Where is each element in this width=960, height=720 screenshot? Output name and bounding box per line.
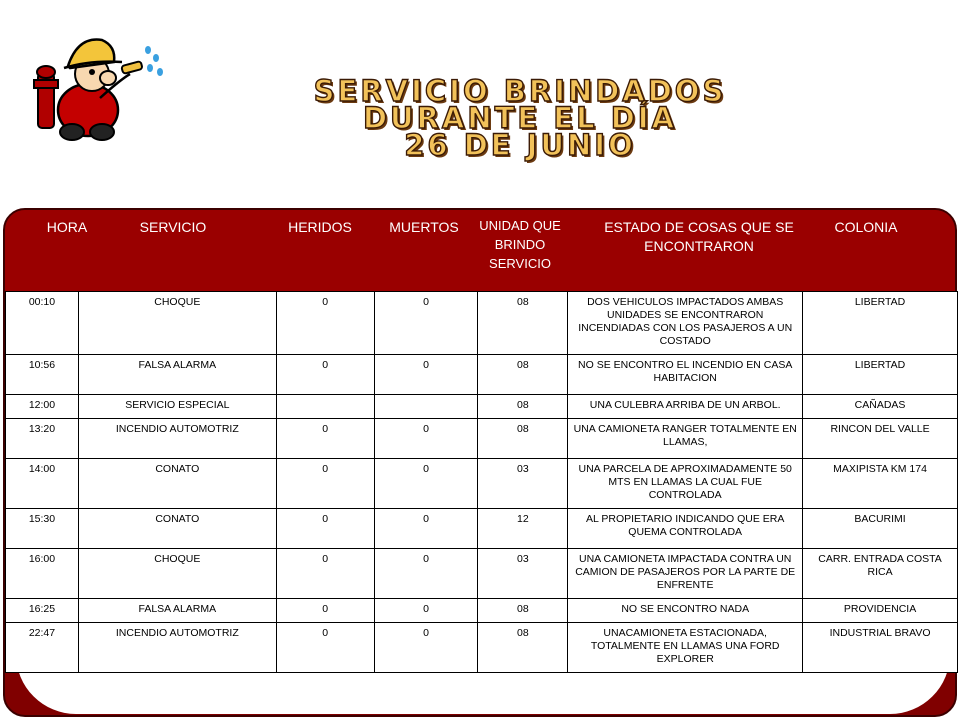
table-row: [6, 419, 958, 459]
cell-hora: 22:47: [6, 623, 79, 673]
header-heridos: HERIDOS: [288, 219, 352, 235]
cell-colonia: CAÑADAS: [803, 395, 958, 419]
page-title: [240, 74, 800, 162]
cell-unidad: 08: [478, 355, 568, 395]
cell-estado: NO SE ENCONTRO NADA: [568, 599, 803, 623]
firefighter-mascot-illustration: [30, 28, 170, 148]
cell-heridos: [276, 395, 374, 419]
cell-hora: 16:00: [6, 549, 79, 599]
cell-heridos: 0: [276, 419, 374, 459]
title-line-2: DURANTE EL DÍA: [362, 101, 678, 135]
cell-unidad: 03: [478, 549, 568, 599]
cell-colonia: MAXIPISTA KM 174: [803, 459, 958, 509]
cell-servicio: CHOQUE: [78, 549, 276, 599]
cell-hora: 13:20: [6, 419, 79, 459]
cell-unidad: 08: [478, 292, 568, 355]
table-row: [6, 599, 958, 623]
title-line-1: SERVICIO BRINDADOS: [313, 74, 727, 108]
cell-unidad: 03: [478, 459, 568, 509]
cell-unidad: 12: [478, 509, 568, 549]
cell-estado: AL PROPIETARIO INDICANDO QUE ERA QUEMA CONTROLADA: [568, 509, 803, 549]
cell-estado: DOS VEHICULOS IMPACTADOS AMBAS UNIDADES SE ENCONTRARON INCENDIADAS CON LOS PASAJEROS A UN COSTADO: [568, 292, 803, 355]
header-colonia: COLONIA: [834, 219, 898, 235]
cell-muertos: 0: [374, 623, 478, 673]
cell-heridos: 0: [276, 459, 374, 509]
title-line-3: 26 DE JUNIO: [404, 128, 636, 162]
cell-estado: UNA CULEBRA ARRIBA DE UN ARBOL.: [568, 395, 803, 419]
cell-muertos: 0: [374, 419, 478, 459]
cell-hora: 10:56: [6, 355, 79, 395]
cell-muertos: 0: [374, 549, 478, 599]
cell-muertos: [374, 395, 478, 419]
cell-colonia: BACURIMI: [803, 509, 958, 549]
header-hora: HORA: [46, 219, 88, 235]
cell-unidad: 08: [478, 395, 568, 419]
cell-servicio: CONATO: [78, 459, 276, 509]
cell-servicio: INCENDIO AUTOMOTRIZ: [78, 419, 276, 459]
cell-servicio: FALSA ALARMA: [78, 599, 276, 623]
cell-heridos: 0: [276, 549, 374, 599]
cell-unidad: 08: [478, 623, 568, 673]
cell-heridos: 0: [276, 292, 374, 355]
cell-heridos: 0: [276, 509, 374, 549]
cell-colonia: CARR. ENTRADA COSTA RICA: [803, 549, 958, 599]
cell-colonia: LIBERTAD: [803, 355, 958, 395]
cell-muertos: 0: [374, 292, 478, 355]
cell-estado: NO SE ENCONTRO EL INCENDIO EN CASA HABITACION: [568, 355, 803, 395]
cell-colonia: RINCON DEL VALLE: [803, 419, 958, 459]
services-table: [5, 291, 958, 673]
cell-hora: 00:10: [6, 292, 79, 355]
cell-hora: 16:25: [6, 599, 79, 623]
cell-estado: UNA CAMIONETA IMPACTADA CONTRA UN CAMION DE PASAJEROS POR LA PARTE DE ENFRENTE: [568, 549, 803, 599]
header-muertos: MUERTOS: [389, 219, 459, 235]
table-row: [6, 509, 958, 549]
cell-estado: UNACAMIONETA ESTACIONADA, TOTALMENTE EN LLAMAS UNA FORD EXPLORER: [568, 623, 803, 673]
cell-estado: UNA PARCELA DE APROXIMADAMENTE 50 MTS EN LLAMAS LA CUAL FUE CONTROLADA: [568, 459, 803, 509]
table-row: [6, 459, 958, 509]
cell-hora: 14:00: [6, 459, 79, 509]
table-row: [6, 549, 958, 599]
header-unidad: UNIDAD QUE BRINDO SERVICIO: [479, 218, 561, 271]
cell-hora: 15:30: [6, 509, 79, 549]
header-estado: ESTADO DE COSAS QUE SE ENCONTRARON: [604, 219, 794, 254]
table-row: [6, 395, 958, 419]
table-row: [6, 623, 958, 673]
cell-servicio: SERVICIO ESPECIAL: [78, 395, 276, 419]
table-row: [6, 355, 958, 395]
cell-unidad: 08: [478, 419, 568, 459]
cell-colonia: PROVIDENCIA: [803, 599, 958, 623]
cell-servicio: CHOQUE: [78, 292, 276, 355]
cell-servicio: INCENDIO AUTOMOTRIZ: [78, 623, 276, 673]
cell-muertos: 0: [374, 459, 478, 509]
cell-servicio: CONATO: [78, 509, 276, 549]
cell-heridos: 0: [276, 599, 374, 623]
cell-muertos: 0: [374, 509, 478, 549]
cell-muertos: 0: [374, 355, 478, 395]
cell-colonia: INDUSTRIAL BRAVO: [803, 623, 958, 673]
cell-estado: UNA CAMIONETA RANGER TOTALMENTE EN LLAMAS,: [568, 419, 803, 459]
cell-unidad: 08: [478, 599, 568, 623]
cell-hora: 12:00: [6, 395, 79, 419]
cell-servicio: FALSA ALARMA: [78, 355, 276, 395]
cell-heridos: 0: [276, 355, 374, 395]
table-row: [6, 292, 958, 355]
cell-colonia: LIBERTAD: [803, 292, 958, 355]
header-servicio: SERVICIO: [139, 219, 207, 235]
cell-heridos: 0: [276, 623, 374, 673]
cell-muertos: 0: [374, 599, 478, 623]
